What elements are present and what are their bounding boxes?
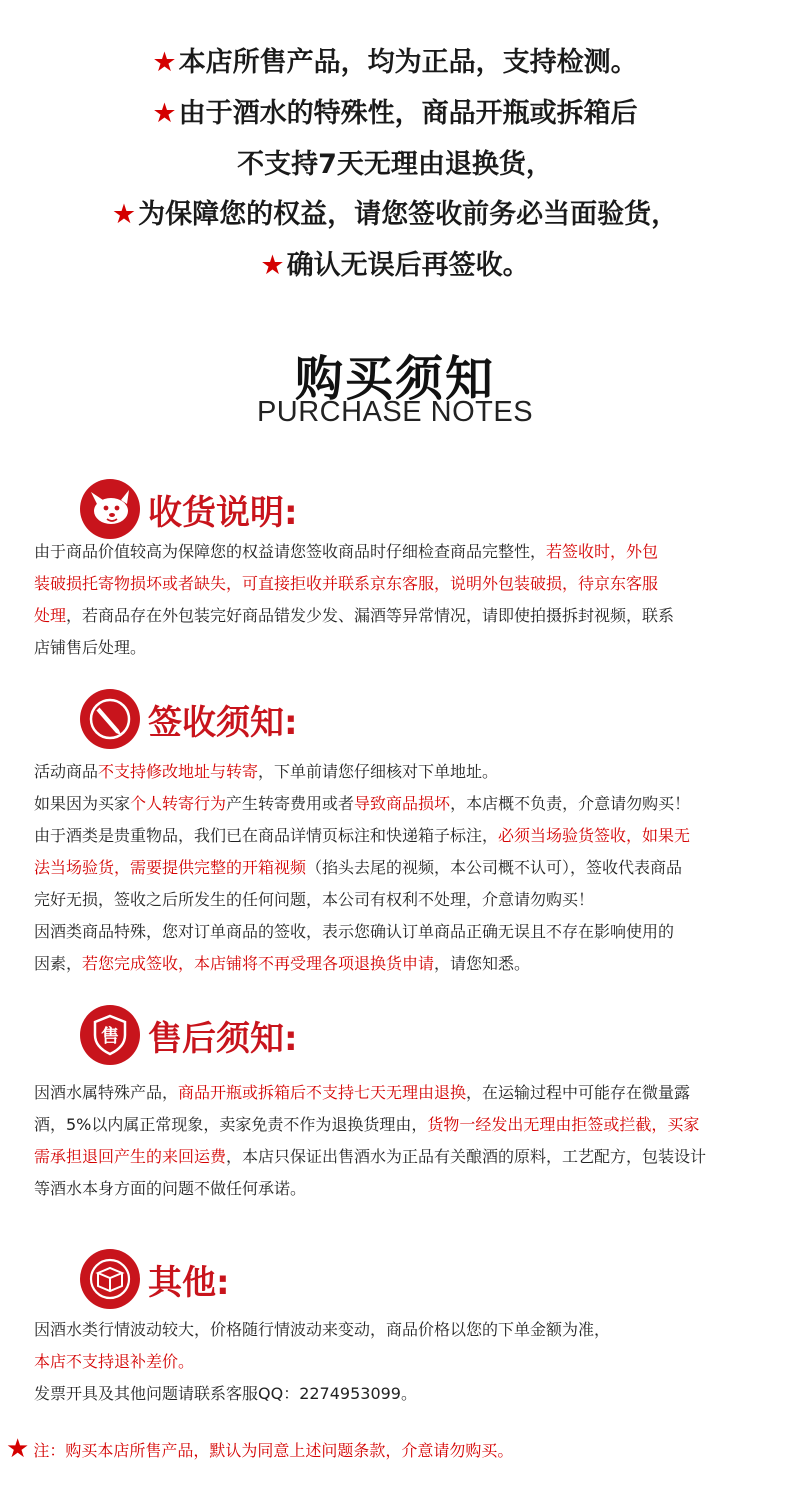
section-aftersale-title: 售后须知: bbox=[148, 1018, 298, 1059]
text-line: 发票开具及其他问题请联系客服QQ：2274953099。 bbox=[34, 1384, 417, 1403]
star-icon: ★ bbox=[152, 47, 177, 78]
section-signing-header bbox=[80, 688, 298, 750]
footer-text: 注：购买本店所售产品，默认为同意上述问题条款，介意请勿购买。 bbox=[33, 1440, 514, 1460]
text-line: 酒，5%以内属正常现象，卖家免责不作为退换货理由，货物一经发出无理由拒签或拦截，买家 bbox=[34, 1115, 700, 1134]
notice-line-3: 不支持7天无理由退换货， bbox=[237, 149, 553, 180]
notice-line-4: ★为保障您的权益，请您签收前务必当面验货， bbox=[111, 199, 679, 230]
text-line: 店铺售后处理。 bbox=[34, 638, 147, 657]
text-line: 等酒水本身方面的问题不做任何承诺。 bbox=[34, 1179, 307, 1198]
notice-line-2: ★由于酒水的特殊性，商品开瓶或拆箱后 bbox=[152, 98, 638, 129]
text-line: 法当场验货，需要提供完整的开箱视频（掐头去尾的视频，本公司概不认可），签收代表商品 bbox=[34, 858, 683, 877]
text-line: 由于酒类是贵重物品，我们已在商品详情页标注和快递箱子标注，必须当场验货签收，如果无 bbox=[34, 826, 691, 845]
page-subtitle: PURCHASE NOTES bbox=[256, 396, 534, 428]
star-icon: ★ bbox=[111, 199, 137, 230]
section-other-header bbox=[80, 1248, 230, 1310]
text-line: 因酒水属特殊产品，商品开瓶或拆箱后不支持七天无理由退换，在运输过程中可能存在微量露 bbox=[34, 1083, 691, 1102]
text-line: 完好无损，签收之后所发生的任何问题，本公司有权利不处理，介意请勿购买！ bbox=[34, 890, 595, 909]
text-line: 如果因为买家个人转寄行为产生转寄费用或者导致商品损坏，本店概不负责，介意请勿购买！ bbox=[34, 794, 691, 813]
section-other-body bbox=[34, 1314, 774, 1410]
text-line: 因素，若您完成签收，本店铺将不再受理各项退换货申请，请您知悉。 bbox=[34, 954, 531, 973]
star-icon: ★ bbox=[152, 98, 177, 129]
section-receiving-title: 收货说明: bbox=[148, 492, 298, 533]
section-signing-title: 签收须知: bbox=[148, 702, 298, 743]
svg-text:售: 售 bbox=[101, 1026, 119, 1047]
text-line: 本店不支持退补差价。 bbox=[34, 1352, 195, 1371]
text-line: 因酒类商品特殊，您对订单商品的签收，表示您确认订单商品正确无误且不存在影响使用的 bbox=[34, 922, 675, 941]
text-line: 装破损托寄物损坏或者缺失，可直接拒收并联系京东客服，说明外包装破损，待京东客服 bbox=[34, 574, 659, 593]
section-other-title: 其他: bbox=[148, 1262, 230, 1303]
text-line: 由于商品价值较高为保障您的权益请您签收商品时仔细检查商品完整性，若签收时，外包 bbox=[34, 542, 659, 561]
section-signing-body bbox=[34, 756, 774, 980]
box-icon bbox=[80, 1249, 140, 1309]
notice-line-1: ★本店所售产品，均为正品，支持检测。 bbox=[152, 47, 638, 78]
text-line: 处理，若商品存在外包装完好商品错发少发、漏酒等异常情况，请即使拍摄拆封视频，联系 bbox=[34, 606, 675, 625]
star-icon: ★ bbox=[260, 250, 285, 281]
text-line: 需承担退回产生的来回运费，本店只保证出售酒水为正品有关酿酒的原料，工艺配方，包装设计 bbox=[34, 1147, 707, 1166]
page-title: 购买须知 bbox=[294, 351, 495, 407]
notice-line-5: ★确认无误后再签收。 bbox=[260, 250, 530, 281]
text-line: 活动商品不支持修改地址与转寄，下单前请您仔细核对下单地址。 bbox=[34, 762, 499, 781]
section-aftersale-body bbox=[34, 1077, 774, 1205]
footer-note bbox=[6, 1436, 513, 1462]
text-line: 因酒水类行情波动较大，价格随行情波动来变动，商品价格以您的下单金额为准， bbox=[34, 1320, 611, 1339]
star-icon: ★ bbox=[6, 1434, 30, 1464]
shield-sale-icon bbox=[80, 1005, 140, 1065]
pen-icon bbox=[80, 689, 140, 749]
section-aftersale-header bbox=[80, 1004, 298, 1066]
section-receiving-body bbox=[34, 536, 774, 664]
section-receiving-header bbox=[80, 478, 298, 540]
jd-dog-mascot-icon bbox=[80, 479, 140, 539]
